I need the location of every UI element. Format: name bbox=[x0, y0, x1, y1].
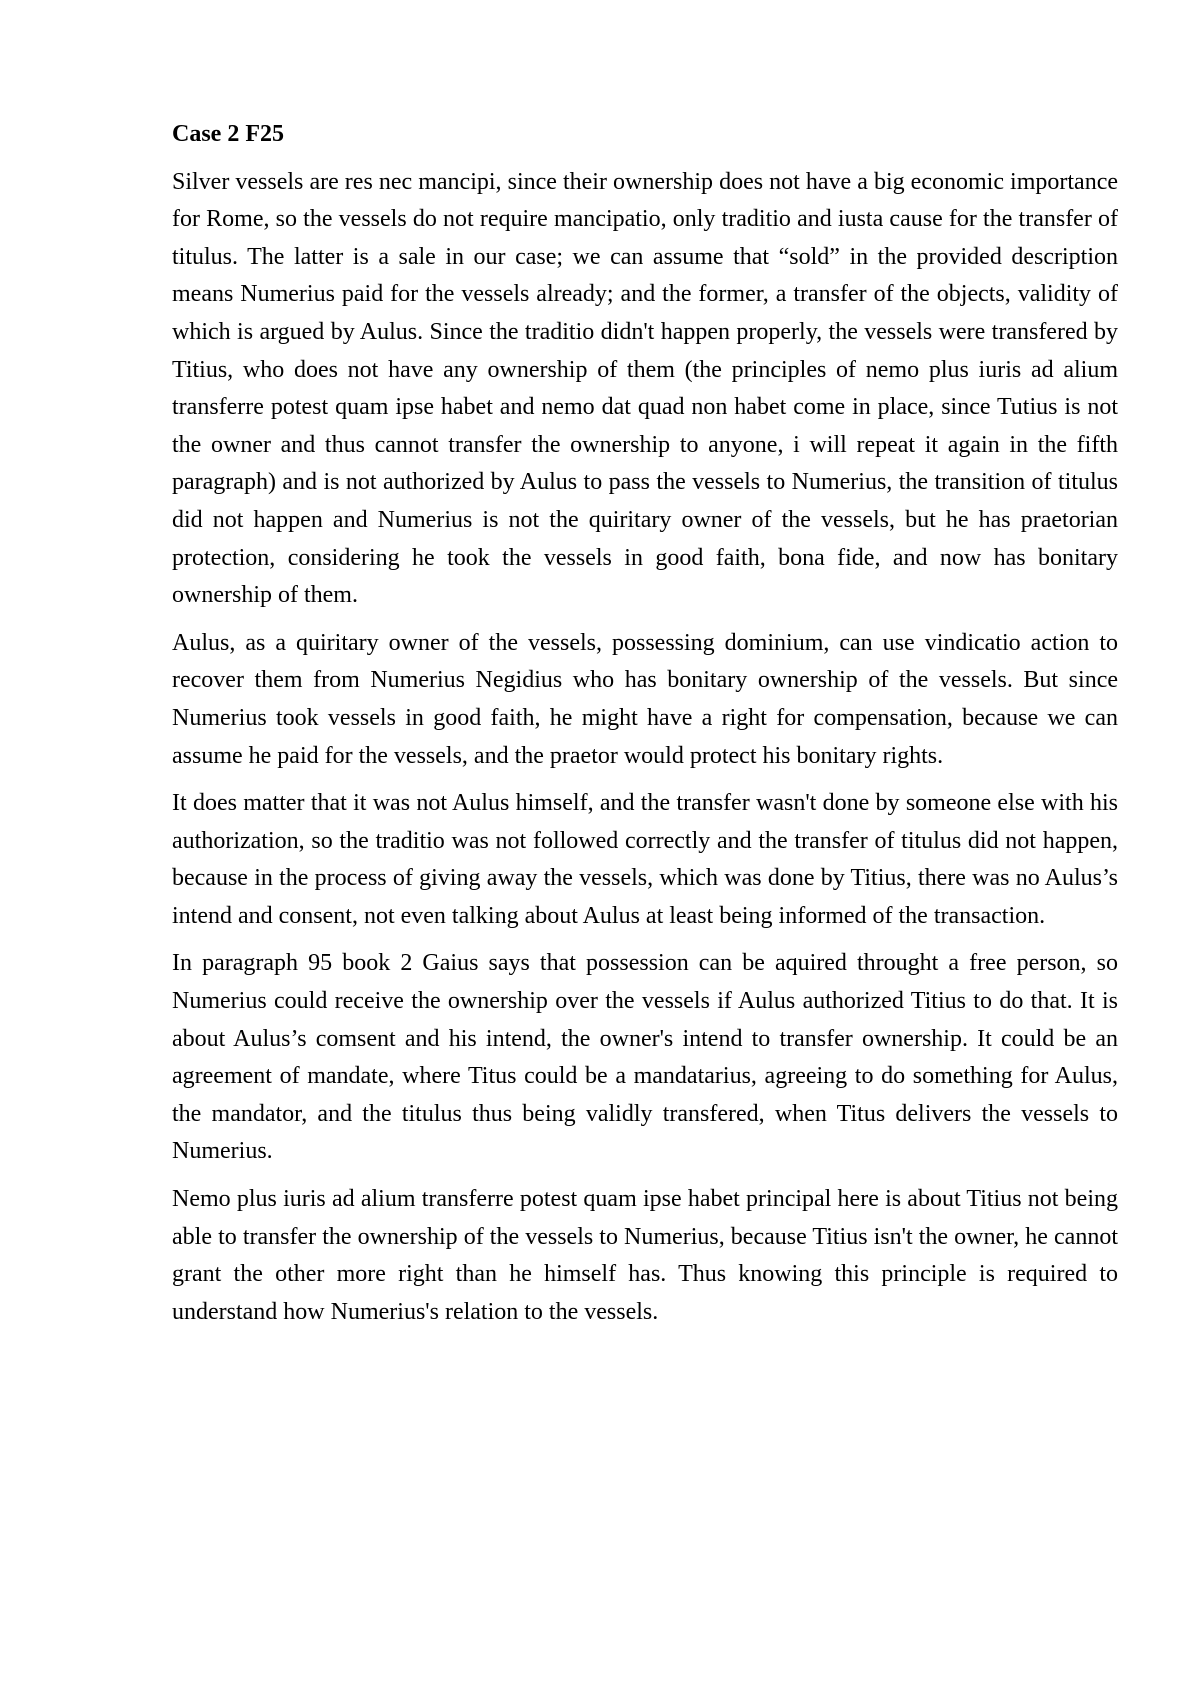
document-title: Case 2 F25 bbox=[172, 121, 284, 147]
paragraph-5: Nemo plus iuris ad alium transferre potest quam ipse habet principal here is about Titius not being able to transfer the ownership of the vessels to Numerius, because Titius isn't the owner, he cannot grant the other more right than he himself has. Thus knowing this principle is required to understand how Numerius's relation to the vessels. bbox=[172, 1186, 1118, 1325]
paragraph-2: Aulus, as a quiritary owner of the vessels, possessing dominium, can use vindicatio action to recover them from Numerius Negidius who has bonitary ownership of the vessels. But since Numerius took vessels in good faith, he might have a right for compensation, because we can assume he paid for the vessels, and the praetor would protect his bonitary rights. bbox=[172, 629, 1118, 769]
paragraph-3: It does matter that it was not Aulus himself, and the transfer wasn't done by someone else with his authorization, so the traditio was not followed correctly and the transfer of titulus did not happen, because in the process of giving away the vessels, which was done by Titius, there was no Aulus’s intend and consent, not even talking about Aulus at least being informed of the transaction. bbox=[172, 790, 1118, 929]
document-body bbox=[172, 116, 1118, 1341]
paragraph-4: In paragraph 95 book 2 Gaius says that possession can be aquired throught a free person, so Numerius could receive the ownership over the vessels if Aulus authorized Titius to do that. It is about Aulus’s comsent and his intend, the owner's intend to transfer ownership. It could be an agreement of mandate, where Titus could be a mandatarius, agreeing to do something for Aulus, the mandator, and the titulus thus being validly transfered, when Titus delivers the vessels to Numerius. bbox=[172, 950, 1118, 1165]
paragraph-1: Silver vessels are res nec mancipi, since their ownership does not have a big economic importance for Rome, so the vessels do not require mancipatio, only traditio and iusta cause for the transfer of titulus. The latter is a sale in our case; we can assume that “sold” in the provided description means Numerius paid for the vessels already; and the former, a transfer of the objects, validity of which is argued by Aulus. Since the traditio didn't happen properly, the vessels were transfered by Titius, who does not have any ownership of them (the principles of nemo plus iuris ad alium transferre potest quam ipse habet and nemo dat quad non habet come in place, since Tutius is not the owner and thus cannot transfer the ownership to anyone, i will repeat it again in the fifth paragraph) and is not authorized by Aulus to pass the vessels to Numerius, the transition of titulus did not happen and Numerius is not the quiritary owner of the vessels, but he has praetorian protection, considering he took the vessels in good faith, bona fide, and now has bonitary ownership of them. bbox=[172, 168, 1118, 609]
